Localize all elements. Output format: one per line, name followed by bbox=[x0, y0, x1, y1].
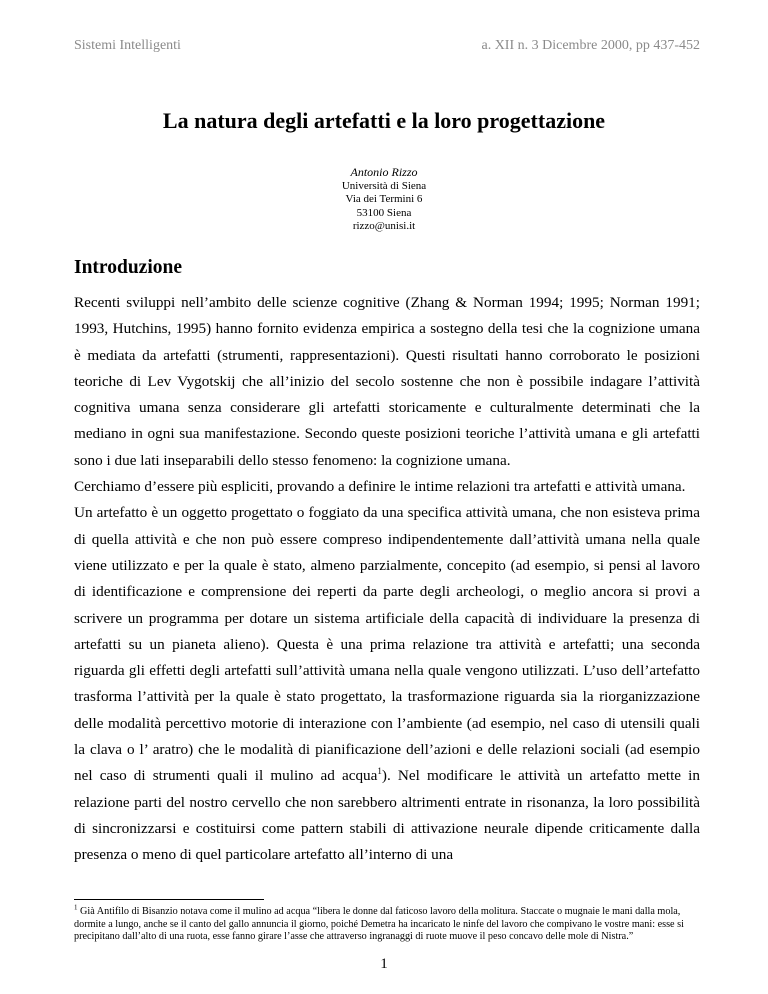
footnote-number: 1 bbox=[74, 903, 78, 912]
running-header bbox=[74, 38, 700, 58]
paragraph-3-part-b: ). Nel modificare le attività un artefatto mette in relazione parti del nostro cervello che non sarebbero altrimenti entrate in risonanza, la loro possibilità di sincronizzarsi e costituirsi come pattern stabili di attivazione neurale dipende criticamente dalla presenza o meno di quel particolare artefatto all’interno di una bbox=[74, 767, 700, 864]
page-number: 1 bbox=[380, 956, 388, 972]
section-heading: Introduzione bbox=[74, 257, 182, 278]
author-email: rizzo@unisi.it bbox=[352, 220, 416, 232]
author-city: 53100 Siena bbox=[356, 206, 412, 219]
paragraph-1: Recenti sviluppi nell’ambito delle scienze cognitive (Zhang & Norman 1994; 1995; Norman 1991; 1993, Hutchins, 1995) hanno fornito evidenza empirica a sostegno della tesi che la cognizione umana è mediata da artefatti (strumenti, rappresentazioni). Questi risultati hanno corroborato le posizioni teoriche di Lev Vygotskij che all’inizio del secolo sostenne che non è possibile indagare l’attività cognitiva umana senza considerare gli artefatti storicamente e culturalmente determinati che la mediano in ogni sua manifestazione. Secondo queste posizioni teoriche l’attività umana e gli artefatti sono i due lati inseparabili dello stesso fenomeno: la cognizione umana. bbox=[74, 294, 700, 469]
author-name: Antonio Rizzo bbox=[350, 165, 418, 179]
author-affiliation: Università di Siena bbox=[341, 179, 427, 192]
paper-title: La natura degli artefatti e la loro progettazione bbox=[162, 108, 606, 133]
paragraph-3-part-a: Un artefatto è un oggetto progettato o foggiato da una specifica attività umana, che non esisteva prima di quella attività e che non può essere compreso indipendentemente dall’attività umana nella quale viene utilizzato e per la quale è stato, almeno parzialmente, concepito (ad esempio, si pensi al lavoro di identificazione e comprensione dei reperti da parte degli archeologi, o meglio ancora si provi a scrivere un programma per dotare un sistema artificiale della capacità di individuare la presenza di artefatti su un pianeta alieno). Questa è una prima relazione tra attività e artefatti; una seconda riguarda gli effetti degli artefatti sull’attività umana nella quale vengono utilizzati. L’uso dell’artefatto trasforma l’attività per la quale è stato progettato, la trasformazione riguarda sia la riorganizzazione delle modalità percettivo motorie di interazione con l’ambiente (ad esempio, nel caso di utensili quali la clava o l’ aratro) che le modalità di pianificazione dell’azioni e delle relazioni sociali (ad esempio nel caso di strumenti quali il mulino ad acqua bbox=[74, 504, 700, 785]
paragraph-3 bbox=[74, 500, 700, 868]
issue-info: a. XII n. 3 Dicembre 2000, pp 437-452 bbox=[481, 38, 700, 53]
footnote-reference[interactable]: 1 bbox=[377, 766, 382, 777]
footnote-divider bbox=[74, 899, 264, 900]
journal-name: Sistemi Intelligenti bbox=[74, 38, 181, 53]
author-block bbox=[0, 166, 768, 234]
author-street: Via dei Termini 6 bbox=[345, 193, 423, 205]
body-text bbox=[74, 290, 700, 869]
footnote-text: Già Antifilo di Bisanzio notava come il mulino ad acqua “libera le donne dal faticoso lavoro della molitura. Staccate o mugnaie le mani dalla mola, dormite a lungo, anche se il canto del gallo annuncia il giorno, poiché Demetra ha incaricato le ninfe del lavoro che compivano le vostre mani: esse si precipitano dall’alto di una ruota, esse fanno girare l’asse che attraverso ingranaggi di ruote muove il peso concavo delle mole di Nistra.” bbox=[74, 906, 684, 943]
paragraph-2: Cerchiamo d’essere più espliciti, provando a definire le intime relazioni tra artefatti e attività umana. bbox=[74, 478, 686, 496]
footnote bbox=[74, 903, 700, 944]
